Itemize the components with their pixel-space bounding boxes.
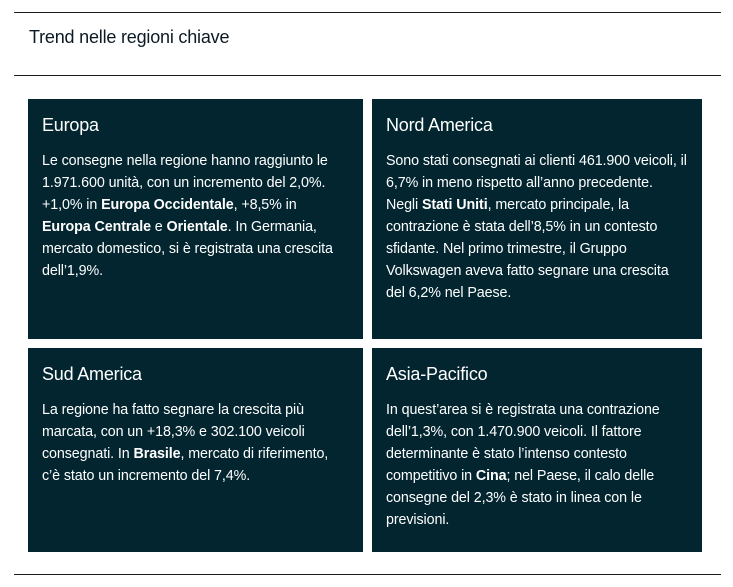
- highlighted-term: Orientale: [166, 219, 228, 235]
- region-description: Le consegne nella regione hanno raggiunto le 1.971.600 unità, con un incremento del 2,0%. +1,0% in Europa Occidentale, +8,5% in Europa Centrale e Orientale. In Germania, mercato domestico, si è registrata una crescita dell’1,9%.: [42, 153, 333, 279]
- region-description: In quest’area si è registrata una contrazione dell’1,3%, con 1.470.900 veicoli. Il fattore determinante è stato l’intenso contesto competitivo in Cina; nel Paese, il calo delle consegne del 2,3% è stato in linea con le previsioni.: [386, 402, 660, 528]
- region-card-europa: [28, 99, 363, 339]
- region-title: Asia-Pacifico: [386, 364, 488, 384]
- region-card-sud-america: [28, 348, 363, 552]
- highlighted-term: Cina: [475, 468, 507, 484]
- title-divider: [14, 75, 721, 76]
- section-title: Trend nelle regioni chiave: [29, 27, 230, 47]
- region-card-nord-america: [372, 99, 702, 339]
- region-title: Nord America: [386, 115, 493, 135]
- region-description: Sono stati consegnati ai clienti 461.900 veicoli, il 6,7% in meno rispetto all’anno precedente. Negli Stati Uniti, mercato principale, la contrazione è stata dell’8,5% in un contesto sfidante. Nel primo trimestre, il Gruppo Volkswagen aveva fatto segnare una crescita del 6,2% nel Paese.: [386, 153, 687, 301]
- region-title: Europa: [42, 115, 99, 135]
- highlighted-term: Europa Occidentale: [101, 197, 234, 213]
- region-title: Sud America: [42, 364, 142, 384]
- region-description: La regione ha fatto segnare la crescita più marcata, con un +18,3% e 302.100 veicoli consegnati. In Brasile, mercato di riferimento, c’è stato un incremento del 7,4%.: [42, 402, 329, 484]
- highlighted-term: Brasile: [133, 446, 181, 462]
- region-card-asia-pacifico: [372, 348, 702, 552]
- bottom-divider: [14, 574, 721, 575]
- top-divider: [14, 12, 721, 13]
- highlighted-term: Europa Centrale: [42, 219, 151, 235]
- highlighted-term: Stati Uniti: [421, 197, 488, 213]
